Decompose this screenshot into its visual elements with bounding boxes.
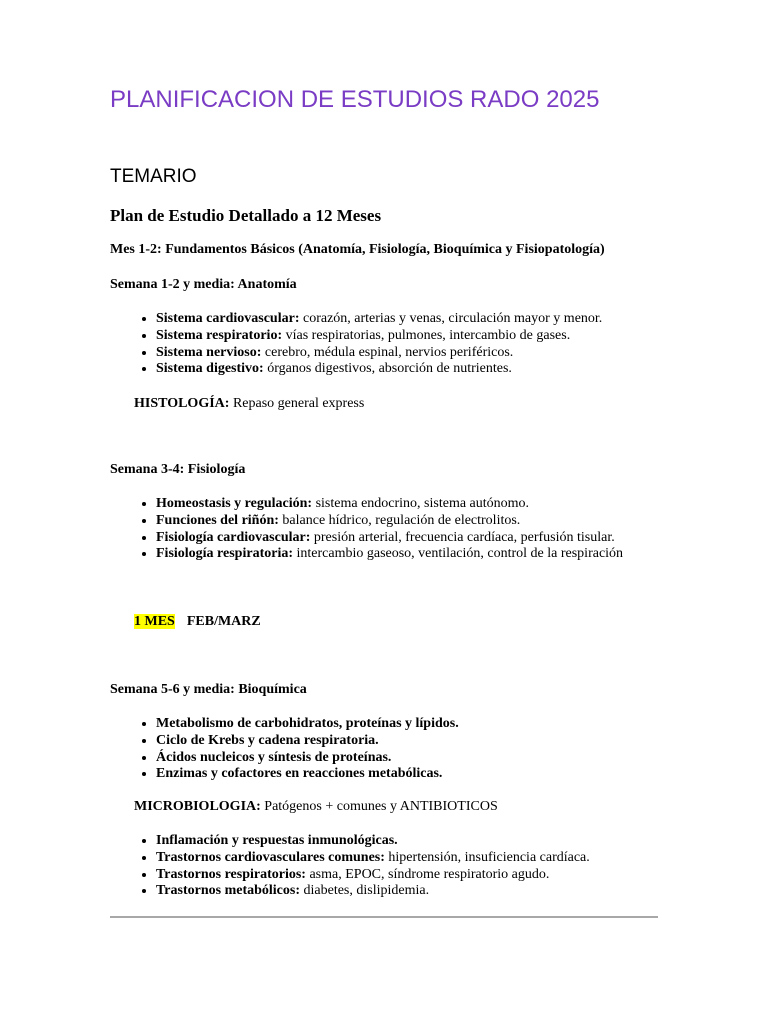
item-term: Sistema digestivo: bbox=[156, 361, 264, 377]
period-note bbox=[134, 614, 261, 630]
list-item bbox=[156, 496, 656, 513]
list-item bbox=[156, 867, 656, 884]
horizontal-divider bbox=[110, 916, 658, 918]
item-term: Inflamación y respuestas inmunológicas. bbox=[156, 833, 398, 848]
item-desc: corazón, arterias y venas, circulación mayor y menor. bbox=[299, 311, 603, 326]
highlight-badge: 1 MES bbox=[134, 614, 175, 629]
note-term: MICROBIOLOGIA: bbox=[134, 799, 261, 814]
list-item bbox=[156, 361, 656, 378]
physiology-list bbox=[134, 496, 656, 563]
pathophysiology-list bbox=[134, 833, 656, 900]
item-term: Homeostasis y regulación: bbox=[156, 496, 313, 511]
list-item bbox=[156, 546, 656, 563]
item-term: Trastornos respiratorios: bbox=[156, 866, 306, 882]
document-title: PLANIFICACION DE ESTUDIOS RADO 2025 bbox=[110, 86, 600, 113]
item-term: Enzimas y cofactores en reacciones metabólicas. bbox=[156, 766, 443, 782]
list-item bbox=[156, 530, 656, 547]
item-desc: sistema endocrino, sistema autónomo. bbox=[312, 496, 530, 511]
item-desc: presión arterial, frecuencia cardíaca, perfusión tisular. bbox=[310, 529, 615, 545]
month-heading: Mes 1-2: Fundamentos Básicos (Anatomía, Fisiología, Bioquímica y Fisiopatología) bbox=[110, 242, 605, 257]
item-term: Fisiología respiratoria: bbox=[156, 546, 293, 562]
list-item bbox=[156, 716, 656, 733]
item-desc: órganos digestivos, absorción de nutrientes. bbox=[263, 361, 512, 377]
week-heading-anatomia: Semana 1-2 y media: Anatomía bbox=[110, 277, 297, 292]
period-label: FEB/MARZ bbox=[186, 614, 261, 629]
item-term: Metabolismo de carbohidratos, proteínas y lípidos. bbox=[156, 716, 459, 731]
note-desc: Patógenos + comunes y ANTIBIOTICOS bbox=[260, 799, 498, 814]
note-term: HISTOLOGÍA: bbox=[134, 396, 230, 411]
item-desc: cerebro, médula espinal, nervios periféricos. bbox=[261, 344, 514, 360]
list-item bbox=[156, 733, 656, 750]
item-desc: hipertensión, insuficiencia cardíaca. bbox=[384, 849, 590, 865]
item-term: Trastornos cardiovasculares comunes: bbox=[156, 849, 385, 865]
week-heading-bioquimica: Semana 5-6 y media: Bioquímica bbox=[110, 682, 307, 697]
item-term: Sistema nervioso: bbox=[156, 344, 262, 360]
anatomy-list bbox=[134, 311, 656, 378]
item-desc: vías respiratorias, pulmones, intercambio de gases. bbox=[282, 327, 571, 343]
list-item bbox=[156, 311, 656, 328]
list-item bbox=[156, 345, 656, 362]
biochem-list bbox=[134, 716, 656, 783]
item-term: Ciclo de Krebs y cadena respiratoria. bbox=[156, 732, 379, 748]
list-item bbox=[156, 883, 656, 900]
item-term: Sistema respiratorio: bbox=[156, 327, 283, 343]
item-desc: asma, EPOC, síndrome respiratorio agudo. bbox=[305, 866, 550, 882]
item-term: Sistema cardiovascular: bbox=[156, 311, 300, 326]
item-desc: diabetes, dislipidemia. bbox=[300, 883, 430, 899]
list-item bbox=[156, 766, 656, 783]
item-term: Trastornos metabólicos: bbox=[156, 883, 300, 899]
item-desc: intercambio gaseoso, ventilación, control de la respiración bbox=[293, 546, 624, 562]
list-item bbox=[156, 850, 656, 867]
list-item bbox=[156, 328, 656, 345]
item-desc: balance hídrico, regulación de electrolitos. bbox=[278, 512, 521, 528]
week-heading-fisiologia: Semana 3-4: Fisiología bbox=[110, 462, 246, 477]
item-term: Ácidos nucleicos y síntesis de proteínas. bbox=[156, 749, 392, 765]
plan-heading: Plan de Estudio Detallado a 12 Meses bbox=[110, 206, 382, 225]
histologia-note bbox=[134, 396, 364, 412]
note-desc: Repaso general express bbox=[229, 396, 365, 411]
section-title-temario: TEMARIO bbox=[110, 166, 197, 187]
item-term: Fisiología cardiovascular: bbox=[156, 529, 311, 545]
list-item bbox=[156, 750, 656, 767]
list-item bbox=[156, 513, 656, 530]
list-item bbox=[156, 833, 656, 850]
microbiologia-note bbox=[134, 799, 498, 815]
item-term: Funciones del riñón: bbox=[156, 512, 279, 528]
